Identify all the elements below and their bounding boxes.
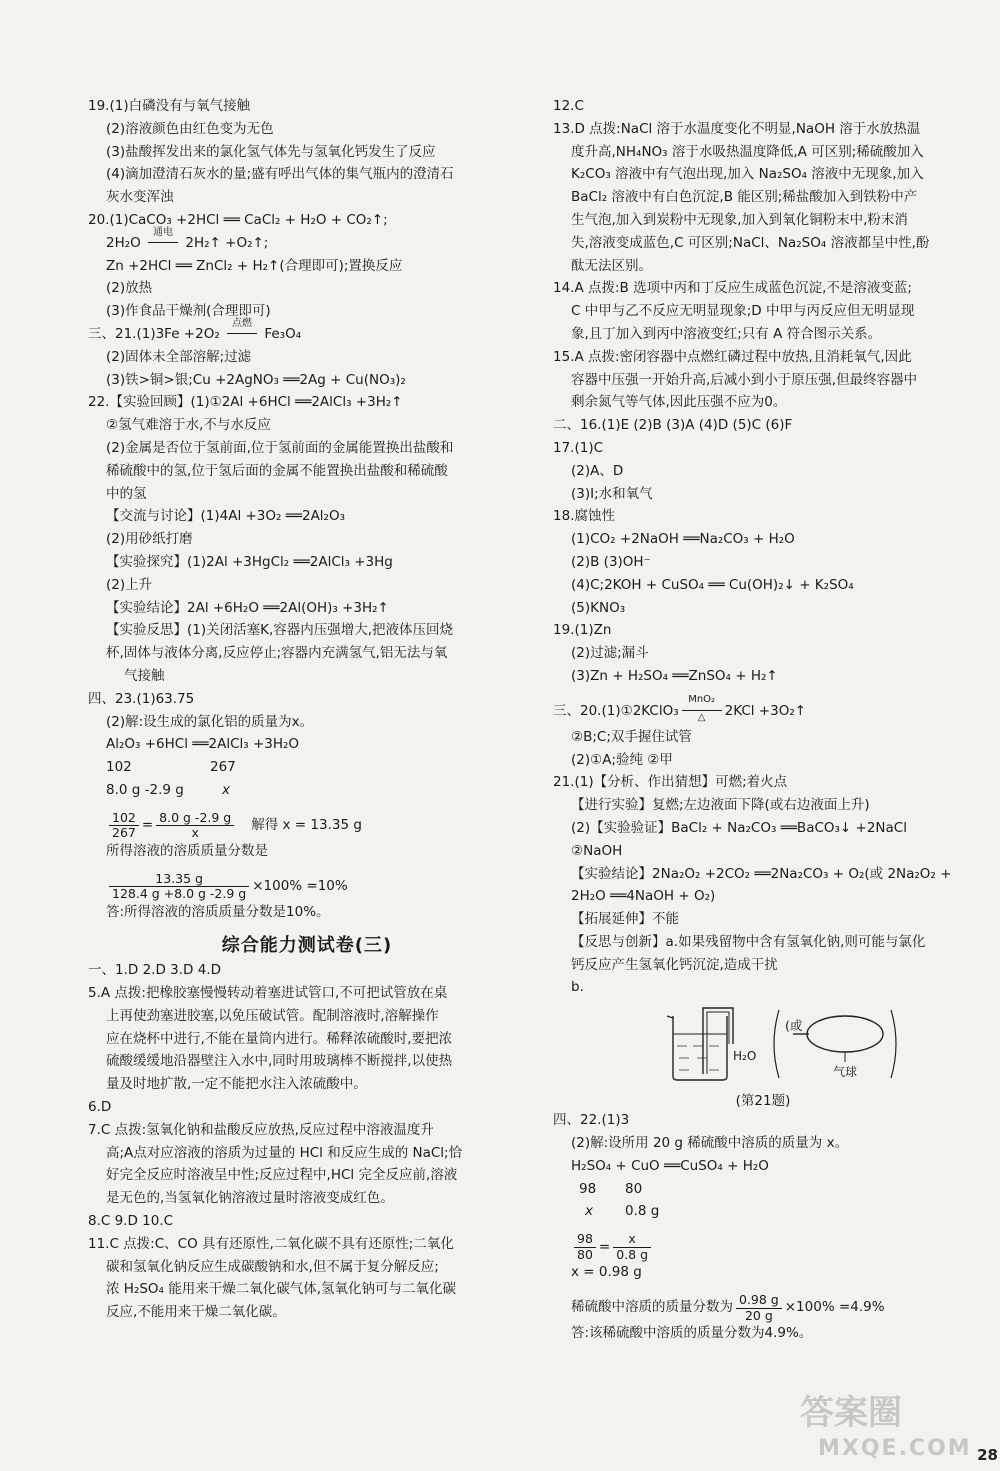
q13-line4: BaCl₂ 溶液中有白色沉淀,B 能区别;稀盐酸加入到铁粉中产 — [571, 189, 918, 206]
q21-line5: 【实验结论】2Na₂O₂ +2CO₂ ══2Na₂CO₃ + O₂(或 2Na₂O₂ + — [571, 865, 952, 882]
q20-line2 — [88, 226, 526, 260]
q15-line1: 15.A 点拨:密闭容器中点燃红磷过程中放热,且消耗氧气,因此 — [553, 348, 912, 365]
fraction — [109, 809, 139, 841]
q15-line3: 剩余氮气等气体,因此压强不应为0。 — [571, 394, 787, 411]
q7-line3: 好完全反应时溶液呈中性;反应过程中,HCl 完全反应前,溶液 — [106, 1167, 458, 1184]
q22-percent-label: 稀硫酸中溶质的质量分数为 — [571, 1299, 733, 1316]
numerator: 0.98 g — [736, 1294, 782, 1309]
q8-10-answers: 8.C 9.D 10.C — [88, 1213, 174, 1230]
q21-line6: 2H₂O ══4NaOH + O₂) — [571, 888, 716, 905]
q20-line4: (2)放热 — [106, 280, 153, 297]
q22-line9: (2)上升 — [106, 576, 153, 593]
q19-line3: (3)盐酸挥发出来的氯化氢气体先与氢氧化钙发生了反应 — [106, 143, 436, 160]
q5-line3: 应在烧杯中进行,不能在量筒内进行。稀释浓硫酸时,要把浓 — [106, 1030, 453, 1047]
condition-text: 点燃 — [232, 317, 253, 329]
q20-line3: Zn +2HCl ══ ZnCl₂ + H₂↑(合理即可);置换反应 — [106, 257, 403, 274]
denominator: 20 g — [744, 1307, 773, 1323]
q13-line3: K₂CO₃ 溶液中有气泡出现,加入 Na₂SO₄ 溶液中无现象,加入 — [571, 166, 924, 183]
q21-line10: b. — [571, 979, 584, 996]
q17-line2: (2)A、D — [571, 462, 624, 479]
q5-line1: 5.A 点拨:把橡胶塞慢慢转动着塞进试管口,不可把试管放在桌 — [88, 985, 448, 1002]
numerator: 13.35 g — [109, 873, 249, 888]
q22-line4 — [553, 1180, 973, 1206]
q21-line3: (3)铁>铜>银;Cu +2AgNO₃ ══2Ag + Cu(NO₃)₂ — [106, 371, 406, 388]
q14-line1: 14.A 点拨:B 选项中丙和丁反应生成蓝色沉淀,不是溶液变蓝; — [553, 280, 912, 297]
q21-line3: (2)【实验验证】BaCl₂ + Na₂CO₃ ══BaCO₃↓ +2NaCl — [571, 819, 907, 836]
q14-line2: C 中甲与乙不反应无明显现象;D 中甲与丙反应但无明显现 — [571, 303, 915, 320]
q23-line5 — [88, 781, 526, 807]
q19-line5: 灰水变浑浊 — [106, 189, 174, 206]
q5-line5: 量及时地扩散,一定不能把水注入浓硫酸中。 — [106, 1076, 367, 1093]
q23-line4 — [88, 761, 526, 784]
q22-percent-tail: ×100% =4.9% — [784, 1299, 885, 1316]
q22-molar-1: 98 — [579, 1180, 597, 1197]
q19-line1: 19.(1)Zn — [553, 622, 612, 639]
q13-line2: 度升高,NH₄NO₃ 溶于水吸热温度降低,A 可区别;稀硫酸加入 — [571, 143, 924, 160]
q22-line1: 四、22.(1)3 — [553, 1112, 630, 1129]
q22-line3: (2)金属是否位于氢前面,位于氢前面的金属能置换出盐酸和 — [106, 439, 454, 456]
figure-caption: (第21题) — [735, 1093, 791, 1110]
beaker-shape — [673, 1016, 727, 1080]
q18-line2: (1)CO₂ +2NaOH ══Na₂CO₃ + H₂O — [571, 531, 795, 548]
q5-line4: 硫酸缓缓地沿器壁注入水中,同时用玻璃棒不断搅拌,以使热 — [106, 1053, 453, 1070]
q7-line1: 7.C 点拨:氢氧化钠和盐酸反应放热,反应过程中溶液温度升 — [88, 1121, 434, 1138]
q13-line7: 酞无法区别。 — [571, 257, 652, 274]
q23-molar-2: 267 — [210, 759, 236, 776]
q22-mass-2: 0.8 g — [625, 1203, 660, 1220]
q23-line3: Al₂O₃ +6HCl ══2AlCl₃ +3H₂O — [106, 736, 300, 753]
q15-line2: 容器中压强一开始升高,后减小到小于原压强,但最终容器中 — [571, 371, 918, 388]
q20-line5: (3)作食品干燥剂(合理即可) — [106, 303, 271, 320]
q22-line12: 杯,固体与液体分离,反应停止;容器内充满氢气,铝无法与氧 — [106, 645, 448, 662]
q18-line4: (4)C;2KOH + CuSO₄ ══ Cu(OH)₂↓ + K₂SO₄ — [571, 576, 854, 593]
catalyst-text: MnO₂ — [688, 693, 716, 705]
q22-line3: H₂SO₄ + CuO ══CuSO₄ + H₂O — [571, 1157, 769, 1174]
q22-line6: 【交流与讨论】(1)4Al +3O₂ ══2Al₂O₃ — [106, 508, 345, 525]
q22-line2: (2)解:设所用 20 g 稀硫酸中溶质的质量为 x。 — [571, 1135, 849, 1152]
section-title: 综合能力测试卷(三) — [221, 935, 393, 957]
q22-line7: x = 0.98 g — [571, 1264, 642, 1281]
q20-line1: 20.(1)CaCO₃ +2HCl ══ CaCl₂ + H₂O + CO₂↑; — [88, 211, 388, 228]
q19-line3: (3)Zn + H₂SO₄ ══ZnSO₄ + H₂↑ — [571, 667, 778, 684]
balloon-shape — [807, 1016, 883, 1052]
q21-figure — [553, 1004, 973, 1088]
condition-text: 通电 — [153, 226, 174, 238]
q11-line2: 碳和氢氧化钠反应生成碳酸钠和水,但不属于复分解反应; — [106, 1258, 439, 1275]
q22-answer: 答:该稀硫酸中溶质的质量分数为4.9%。 — [571, 1325, 813, 1342]
q22-line5 — [553, 1205, 973, 1228]
fraction — [736, 1294, 782, 1322]
q23-percent-tail: ×100% =10% — [252, 877, 348, 894]
q14-line3: 象,且丁加入到丙中溶液变红;只有 A 符合图示关系。 — [571, 325, 882, 342]
q19-line2: (2)溶液颜色由红色变为无色 — [106, 120, 274, 137]
q16-answers: 二、16.(1)E (2)B (3)A (4)D (5)C (6)F — [553, 417, 793, 434]
q17-line1: 17.(1)C — [553, 439, 604, 456]
q22-line1: 22.【实验回顾】(1)①2Al +6HCl ══2AlCl₃ +3H₂↑ — [88, 394, 403, 411]
section1-answers: 一、1.D 2.D 3.D 4.D — [88, 962, 221, 979]
q21-line2: (2)固体未全部溶解;过滤 — [106, 348, 252, 365]
q20-eq-left: 三、20.(1)①2KClO₃ — [553, 702, 679, 719]
watermark-logo: 答案圈 — [800, 1393, 902, 1433]
q23-solve: 解得 x = 13.35 g — [251, 816, 362, 833]
q20-eq-left: 2H₂O — [106, 234, 141, 251]
denominator: 128.4 g +8.0 g -2.9 g — [112, 886, 247, 901]
q22-line4: 稀硫酸中的氢,位于氢后面的金属不能置换出盐酸和稀硫酸 — [106, 462, 448, 479]
q7-line4: 是无色的,当氢氧化钠溶液过量时溶液变成红色。 — [106, 1190, 394, 1207]
q21-line1 — [88, 317, 526, 351]
q18-line1: 18.腐蚀性 — [553, 508, 615, 525]
q23-mass-1: 8.0 g -2.9 g — [106, 781, 184, 798]
q17-line3: (3)Ⅰ;水和氧气 — [571, 485, 653, 502]
denominator: x — [191, 825, 199, 841]
denominator: 267 — [112, 825, 136, 841]
q20-line2: ②B;C;双手握住试管 — [571, 728, 692, 745]
numerator: 8.0 g -2.9 g — [156, 812, 234, 827]
q22-mass-1: x — [585, 1203, 593, 1220]
numerator: 98 — [574, 1233, 596, 1248]
q20-line1 — [553, 693, 973, 731]
q22-percent — [553, 1289, 973, 1327]
q21-line1: 21.(1)【分析、作出猜想】可燃;着火点 — [553, 774, 788, 791]
q19-line1: 19.(1)白磷没有与氧气接触 — [88, 98, 251, 114]
q19-line4: (4)滴加澄清石灰水的量;盛有呼出气体的集气瓶内的澄清石 — [106, 166, 454, 183]
reaction-condition — [148, 226, 178, 251]
reaction-condition — [682, 693, 722, 723]
label-or: (或 — [785, 1018, 803, 1034]
q21-line9: 钙反应产生氢氧化钙沉淀,造成干扰 — [571, 956, 778, 973]
equals-sign: = — [598, 1238, 611, 1255]
q21-line4: ②NaOH — [571, 842, 623, 859]
q21-line7: 【拓展延伸】不能 — [571, 911, 679, 928]
q21-line2: 【进行实验】复燃;左边液面下降(或右边液面上升) — [571, 797, 870, 814]
q22-line2: ②氢气难溶于水,不与水反应 — [106, 417, 271, 434]
q22-line5: 中的氢 — [106, 485, 147, 502]
q21-eq-left: 三、21.(1)3Fe +2O₂ — [88, 325, 220, 342]
fraction — [574, 1233, 596, 1261]
numerator: 102 — [109, 812, 139, 827]
q13-line5: 生气泡,加入到炭粉中无现象,加入到氧化铜粉末中,粉末消 — [571, 211, 908, 228]
q22-molar-2: 80 — [625, 1180, 643, 1197]
numerator: x — [613, 1233, 651, 1248]
q23-line7: 所得溶液的溶质质量分数是 — [106, 842, 268, 859]
q23-line2: (2)解:设生成的氯化铝的质量为x。 — [106, 713, 314, 730]
page-number: 28 — [977, 1446, 998, 1464]
fraction — [613, 1233, 651, 1261]
heat-symbol: △ — [697, 711, 706, 723]
left-column — [88, 100, 526, 1329]
fraction — [109, 870, 249, 901]
q19-line2: (2)过滤;漏斗 — [571, 645, 649, 662]
q5-line2: 上再使劲塞进胶塞,以免压破试管。配制溶液时,溶解操作 — [106, 1007, 439, 1024]
q12-answer: 12.C — [553, 98, 584, 114]
q22-line8: 【实验探究】(1)2Al +3HgCl₂ ══2AlCl₃ +3Hg — [106, 553, 393, 570]
q11-line1: 11.C 点拨:C、CO 具有还原性,二氧化碳不具有还原性;二氧化 — [88, 1235, 454, 1252]
q23-line1: 四、23.(1)63.75 — [88, 690, 195, 707]
q6-answer: 6.D — [88, 1099, 112, 1116]
q18-line5: (5)KNO₃ — [571, 599, 626, 616]
q22-line10: 【实验结论】2Al +6H₂O ══2Al(OH)₃ +3H₂↑ — [106, 599, 389, 616]
equals-sign: = — [141, 816, 154, 833]
q20-eq-right: 2H₂↑ +O₂↑; — [185, 234, 269, 251]
q23-percent — [88, 868, 526, 906]
reaction-condition — [227, 317, 257, 342]
q23-answer: 答:所得溶液的溶质质量分数是10%。 — [106, 903, 330, 920]
right-column — [553, 100, 973, 1350]
q20-eq-right: 2KCl +3O₂↑ — [724, 702, 807, 719]
label-balloon: 气球 — [833, 1065, 858, 1080]
apparatus-diagram — [553, 1004, 973, 1088]
q22-line7: (2)用砂纸打磨 — [106, 531, 193, 548]
watermark-url: MXQE.COM — [818, 1436, 972, 1461]
q20-line3: (2)①A;验纯 ②甲 — [571, 751, 673, 768]
q22-proportion — [553, 1228, 973, 1266]
q23-proportion — [88, 807, 526, 845]
denominator: 80 — [577, 1246, 593, 1262]
q13-line1: 13.D 点拨:NaCl 溶于水温度变化不明显,NaOH 溶于水放热温 — [553, 120, 921, 137]
q13-line6: 失,溶液变成蓝色,C 可区别;NaCl、Na₂SO₄ 溶液都呈中性,酚 — [571, 234, 930, 251]
q18-line3: (2)B (3)OH⁻ — [571, 553, 651, 570]
label-water: H₂O — [733, 1049, 757, 1064]
q11-line3: 浓 H₂SO₄ 能用来干燥二氧化碳气体,氢氧化钠可与二氧化碳 — [106, 1281, 457, 1298]
q7-line2: 高;A点对应溶液的溶质为过量的 HCl 和反应生成的 NaCl;恰 — [106, 1144, 463, 1161]
q23-molar-1: 102 — [106, 759, 132, 776]
q23-mass-2: x — [222, 781, 230, 798]
q22-line11: 【实验反思】(1)关闭活塞K,容器内压强增大,把液体压回烧 — [106, 622, 454, 639]
denominator: 0.8 g — [616, 1246, 649, 1262]
q21-eq-right: Fe₃O₄ — [264, 325, 302, 342]
fraction — [156, 809, 234, 841]
q21-line8: 【反思与创新】a.如果残留物中含有氢氧化钠,则可能与氯化 — [571, 933, 926, 950]
q22-line13: 气接触 — [124, 667, 165, 684]
q11-line4: 反应,不能用来干燥二氧化碳。 — [106, 1304, 286, 1321]
